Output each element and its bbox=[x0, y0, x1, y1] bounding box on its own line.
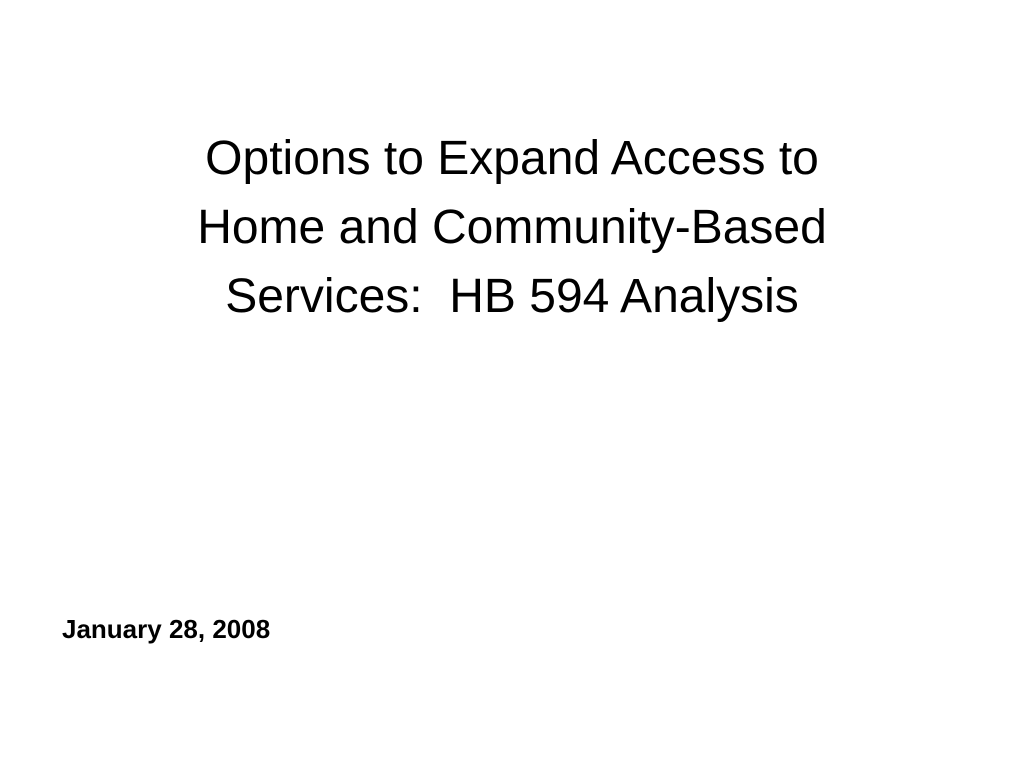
slide-title-line-3: Services: HB 594 Analysis bbox=[225, 270, 799, 323]
slide-title-line-2: Home and Community-Based bbox=[197, 201, 827, 254]
slide-title-line-1: Options to Expand Access to bbox=[205, 132, 819, 185]
slide-title bbox=[112, 124, 912, 331]
slide-date: January 28, 2008 bbox=[62, 614, 271, 644]
